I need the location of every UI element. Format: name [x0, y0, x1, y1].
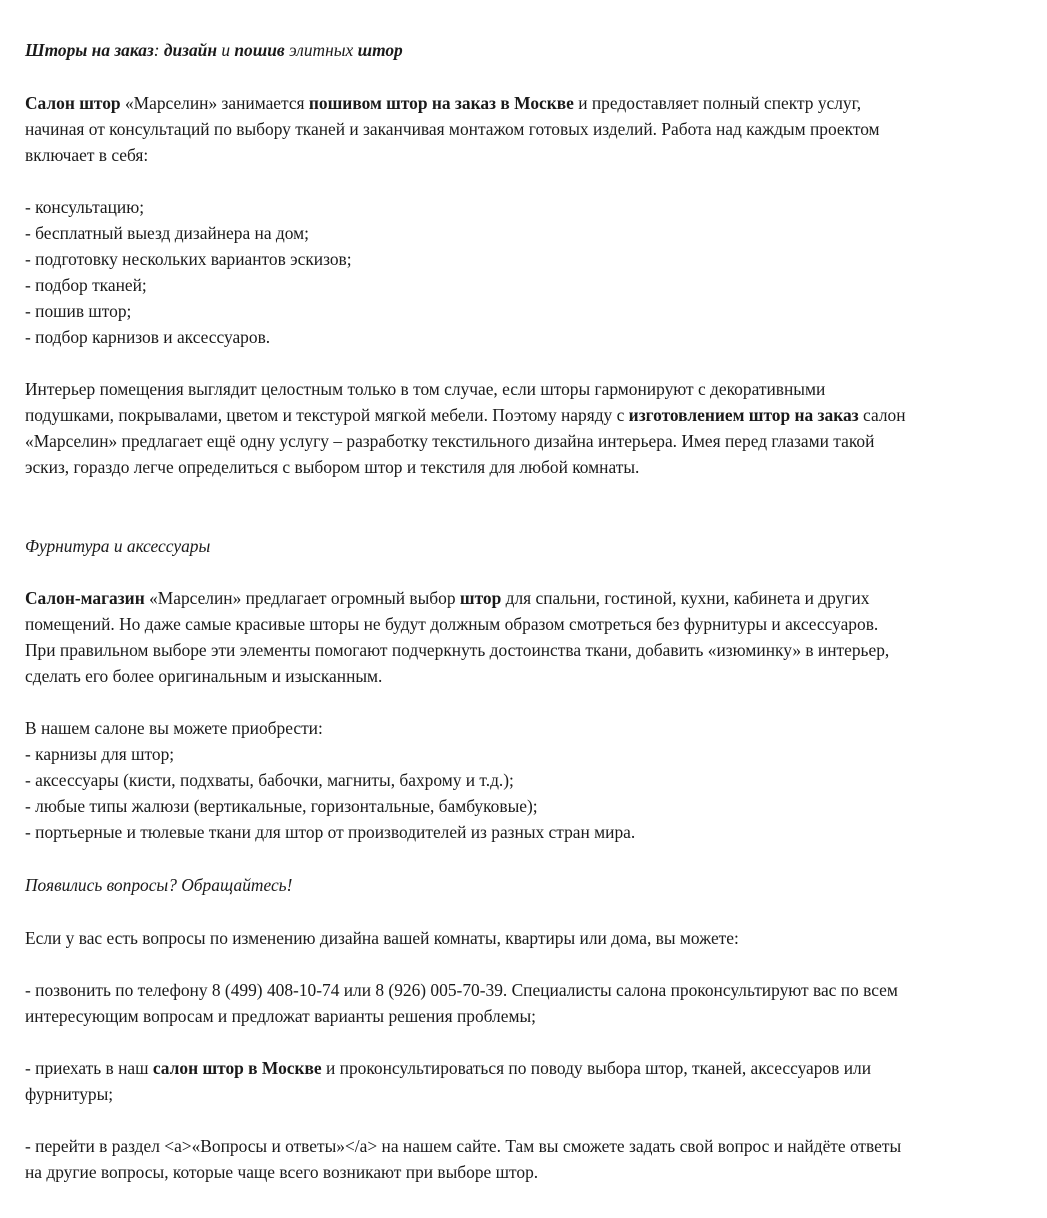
buy-intro: В нашем салоне вы можете приобрести:	[25, 718, 323, 738]
heading-part-elite: элитных	[284, 40, 358, 60]
contact-text: и проконсультироваться по поводу выбора штор, тканей, аксессуаров или	[321, 1058, 871, 1078]
contact-line: интересующим вопросам и предложат варианты решения проблемы;	[25, 1006, 536, 1026]
intro-line: начиная от консультаций по выбору тканей и заканчивая монтажом готовых изделий. Работа над каждым проектом	[25, 119, 880, 139]
intro-paragraph	[25, 90, 1030, 168]
salon-line: помещений. Но даже самые красивые шторы не будут должным образом смотреться без фурнитуры и аксессуаров.	[25, 614, 879, 634]
list-item: - подбор тканей;	[25, 275, 147, 295]
subheading-questions: Появились вопросы? Обращайтесь!	[25, 875, 293, 895]
list-item: - пошив штор;	[25, 301, 132, 321]
list-item: - бесплатный выезд дизайнера на дом;	[25, 223, 309, 243]
interior-bold: изготовлением штор на заказ	[628, 405, 859, 425]
interior-line: «Марселин» предлагает ещё одну услугу – разработку текстильного дизайна интерьера. Имея перед глазами такой	[25, 431, 875, 451]
list-item: - карнизы для штор;	[25, 744, 175, 764]
salon-text: «Марселин» предлагает огромный выбор	[144, 588, 460, 608]
intro-line	[25, 90, 1030, 116]
interior-line: Интерьер помещения выглядит целостным только в том случае, если шторы гармонируют с декоративными	[25, 379, 826, 399]
heading-part-shtor: штор	[357, 40, 403, 60]
contact-line: на другие вопросы, которые чаще всего возникают при выборе штор.	[25, 1162, 539, 1182]
list-item: - подготовку нескольких вариантов эскизов;	[25, 249, 352, 269]
contact-line	[25, 1055, 1030, 1081]
salon-paragraph	[25, 585, 1030, 689]
contact-line: фурнитуры;	[25, 1084, 114, 1104]
subheading-accessories: Фурнитура и аксессуары	[25, 536, 211, 556]
heading-part-colon: :	[153, 40, 164, 60]
salon-text: для спальни, гостиной, кухни, кабинета и других	[501, 588, 870, 608]
interior-line: эскиз, гораздо легче определиться с выбором штор и текстиля для любой комнаты.	[25, 457, 640, 477]
list-item: - подбор карнизов и аксессуаров.	[25, 327, 271, 347]
intro-line: включает в себя:	[25, 145, 149, 165]
intro-sewing-bold: пошивом штор на заказ в Москве	[308, 93, 574, 113]
contact-visit-item	[25, 1055, 1030, 1107]
list-item: - аксессуары (кисти, подхваты, бабочки, магниты, бахрому и т.д.);	[25, 770, 514, 790]
intro-text: и предоставляет полный спектр услуг,	[573, 93, 862, 113]
list-item: - портьерные и тюлевые ткани для штор от производителей из разных стран мира.	[25, 822, 636, 842]
contact-intro: Если у вас есть вопросы по изменению дизайна вашей комнаты, квартиры или дома, вы можете:	[25, 928, 739, 948]
salon-line	[25, 585, 1030, 611]
salon-line: При правильном выборе эти элементы помогают подчеркнуть достоинства ткани, добавить «изюминку» в интерьер,	[25, 640, 890, 660]
contact-text: - приехать в наш	[25, 1058, 153, 1078]
buy-list	[25, 715, 1030, 845]
heading-part-sewing: пошив	[234, 40, 285, 60]
heading-part-and: и	[216, 40, 235, 60]
interior-text: подушками, покрывалами, цветом и текстурой мягкой мебели. Поэтому наряду с	[25, 405, 629, 425]
intro-text: «Марселин» занимается	[120, 93, 309, 113]
intro-salon-bold: Салон штор	[25, 93, 121, 113]
services-list	[25, 194, 1030, 350]
contact-call-item	[25, 977, 1030, 1029]
interior-text: салон	[858, 405, 906, 425]
page-heading	[25, 37, 1030, 63]
heading-part-curtains: Шторы на заказ	[25, 40, 154, 60]
contact-salon-bold: салон штор в Москве	[152, 1058, 322, 1078]
interior-line	[25, 402, 1030, 428]
list-item: - консультацию;	[25, 197, 145, 217]
contact-faq-item	[25, 1133, 1030, 1185]
salon-shop-bold: Салон-магазин	[25, 588, 145, 608]
list-item: - любые типы жалюзи (вертикальные, горизонтальные, бамбуковые);	[25, 796, 538, 816]
salon-curtains-bold: штор	[459, 588, 502, 608]
heading-part-design: дизайн	[163, 40, 217, 60]
contact-line: - перейти в раздел <a>«Вопросы и ответы»</a> на нашем сайте. Там вы сможете задать свой вопрос и найдёте ответы	[25, 1136, 902, 1156]
interior-paragraph	[25, 376, 1030, 480]
salon-line: сделать его более оригинальным и изысканным.	[25, 666, 383, 686]
contact-line: - позвонить по телефону 8 (499) 408-10-74 или 8 (926) 005-70-39. Специалисты салона проконсультируют вас по всем	[25, 980, 898, 1000]
